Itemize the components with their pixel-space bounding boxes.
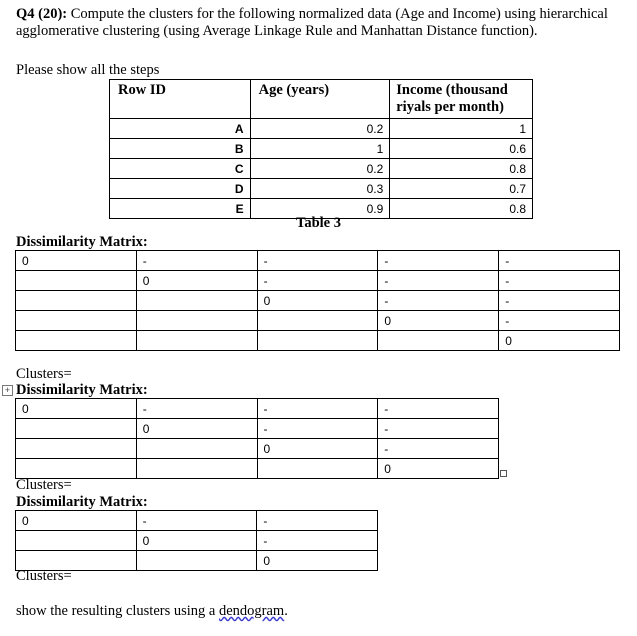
income-cell: 0.6 (390, 139, 533, 159)
matrix-cell: - (257, 511, 378, 531)
age-cell: 0.2 (250, 159, 390, 179)
table-row (110, 179, 533, 199)
matrix-cell: 0 (16, 511, 137, 531)
header-income: Income (thousand riyals per month) (390, 80, 533, 119)
matrix-row (16, 459, 499, 479)
matrix-cell (136, 551, 257, 571)
row-id-cell: A (110, 119, 251, 139)
matrix-cell (16, 271, 137, 291)
matrix-cell: - (257, 271, 378, 291)
matrix-row (16, 439, 499, 459)
matrix-cell: - (378, 251, 499, 271)
matrix-cell: - (499, 311, 620, 331)
matrix-cell (136, 439, 257, 459)
matrix-row (16, 511, 378, 531)
income-cell: 0.7 (390, 179, 533, 199)
row-id-cell: D (110, 179, 251, 199)
matrix-cell: 0 (257, 551, 378, 571)
matrix-cell: 0 (378, 459, 499, 479)
matrix-row (16, 291, 620, 311)
matrix-cell (16, 311, 137, 331)
matrix-cell (16, 419, 137, 439)
dissimilarity-matrix-3 (15, 510, 378, 571)
dendrogram-instruction (16, 603, 288, 620)
income-cell: 1 (390, 119, 533, 139)
footer-suffix: . (284, 603, 288, 619)
matrix-cell: - (378, 419, 499, 439)
matrix-cell (16, 439, 137, 459)
dissimilarity-matrix-2 (15, 398, 499, 479)
matrix-cell: - (378, 271, 499, 291)
matrix-title-3: Dissimilarity Matrix: (16, 494, 148, 510)
matrix-cell: - (378, 439, 499, 459)
question-label: Q4 (20): (16, 6, 68, 22)
matrix-cell: 0 (257, 439, 378, 459)
matrix-cell: - (378, 291, 499, 311)
footer-prefix: show the resulting clusters using a (16, 603, 219, 619)
age-cell: 0.9 (250, 199, 390, 219)
matrix-cell: 0 (136, 271, 257, 291)
matrix-cell (136, 331, 257, 351)
matrix-cell: 0 (136, 531, 257, 551)
matrix-cell (136, 291, 257, 311)
matrix-cell (16, 459, 137, 479)
question-text (16, 6, 626, 39)
matrix-title-1: Dissimilarity Matrix: (16, 234, 148, 250)
matrix-cell: 0 (378, 311, 499, 331)
row-id-cell: C (110, 159, 251, 179)
header-age: Age (years) (250, 80, 390, 119)
matrix-cell (16, 291, 137, 311)
table-move-handle-icon[interactable]: + (2, 385, 13, 396)
row-id-cell: E (110, 199, 251, 219)
matrix-cell: - (136, 251, 257, 271)
matrix-cell (136, 311, 257, 331)
table-row (110, 139, 533, 159)
matrix-row (16, 331, 620, 351)
income-cell: 0.8 (390, 159, 533, 179)
header-row-id: Row ID (110, 80, 251, 119)
data-table (109, 79, 533, 219)
clusters-label-2: Clusters= (16, 477, 72, 493)
matrix-cell: - (257, 399, 378, 419)
matrix-row (16, 399, 499, 419)
table-caption: Table 3 (296, 215, 341, 231)
matrix-row (16, 311, 620, 331)
matrix-row (16, 251, 620, 271)
matrix-cell: - (499, 251, 620, 271)
clusters-label-1: Clusters= (16, 366, 72, 382)
matrix-cell (16, 531, 137, 551)
clusters-label-3: Clusters= (16, 568, 72, 584)
table-row (110, 119, 533, 139)
steps-instruction: Please show all the steps (16, 62, 160, 78)
matrix-cell: 0 (16, 399, 137, 419)
matrix-row (16, 531, 378, 551)
age-cell: 0.2 (250, 119, 390, 139)
age-cell: 0.3 (250, 179, 390, 199)
matrix-cell: - (499, 291, 620, 311)
matrix-cell: 0 (16, 251, 137, 271)
table-header-row (110, 80, 533, 119)
matrix-cell (257, 311, 378, 331)
matrix-title-2: Dissimilarity Matrix: (16, 382, 148, 398)
age-cell: 1 (250, 139, 390, 159)
matrix-row (16, 271, 620, 291)
matrix-cell (378, 331, 499, 351)
matrix-cell: - (257, 531, 378, 551)
income-cell: 0.8 (390, 199, 533, 219)
question-body: Compute the clusters for the following normalized data (Age and Income) using hierarchical agglomerative clustering (using Average Linkage Rule and Manhattan Distance function). (16, 6, 608, 39)
matrix-cell: 0 (499, 331, 620, 351)
matrix-cell: - (378, 399, 499, 419)
matrix-cell: - (257, 251, 378, 271)
matrix-cell: 0 (257, 291, 378, 311)
table-row (110, 159, 533, 179)
matrix-cell: - (136, 399, 257, 419)
dissimilarity-matrix-1 (15, 250, 620, 351)
footer-word: dendogram (218, 603, 285, 619)
matrix-cell (136, 459, 257, 479)
matrix-cell: - (136, 511, 257, 531)
matrix-cell: 0 (136, 419, 257, 439)
matrix-cell (257, 459, 378, 479)
row-id-cell: B (110, 139, 251, 159)
matrix-cell: - (257, 419, 378, 439)
table-resize-handle[interactable] (500, 470, 507, 477)
matrix-cell: - (499, 271, 620, 291)
matrix-cell (16, 331, 137, 351)
matrix-cell (257, 331, 378, 351)
matrix-row (16, 419, 499, 439)
